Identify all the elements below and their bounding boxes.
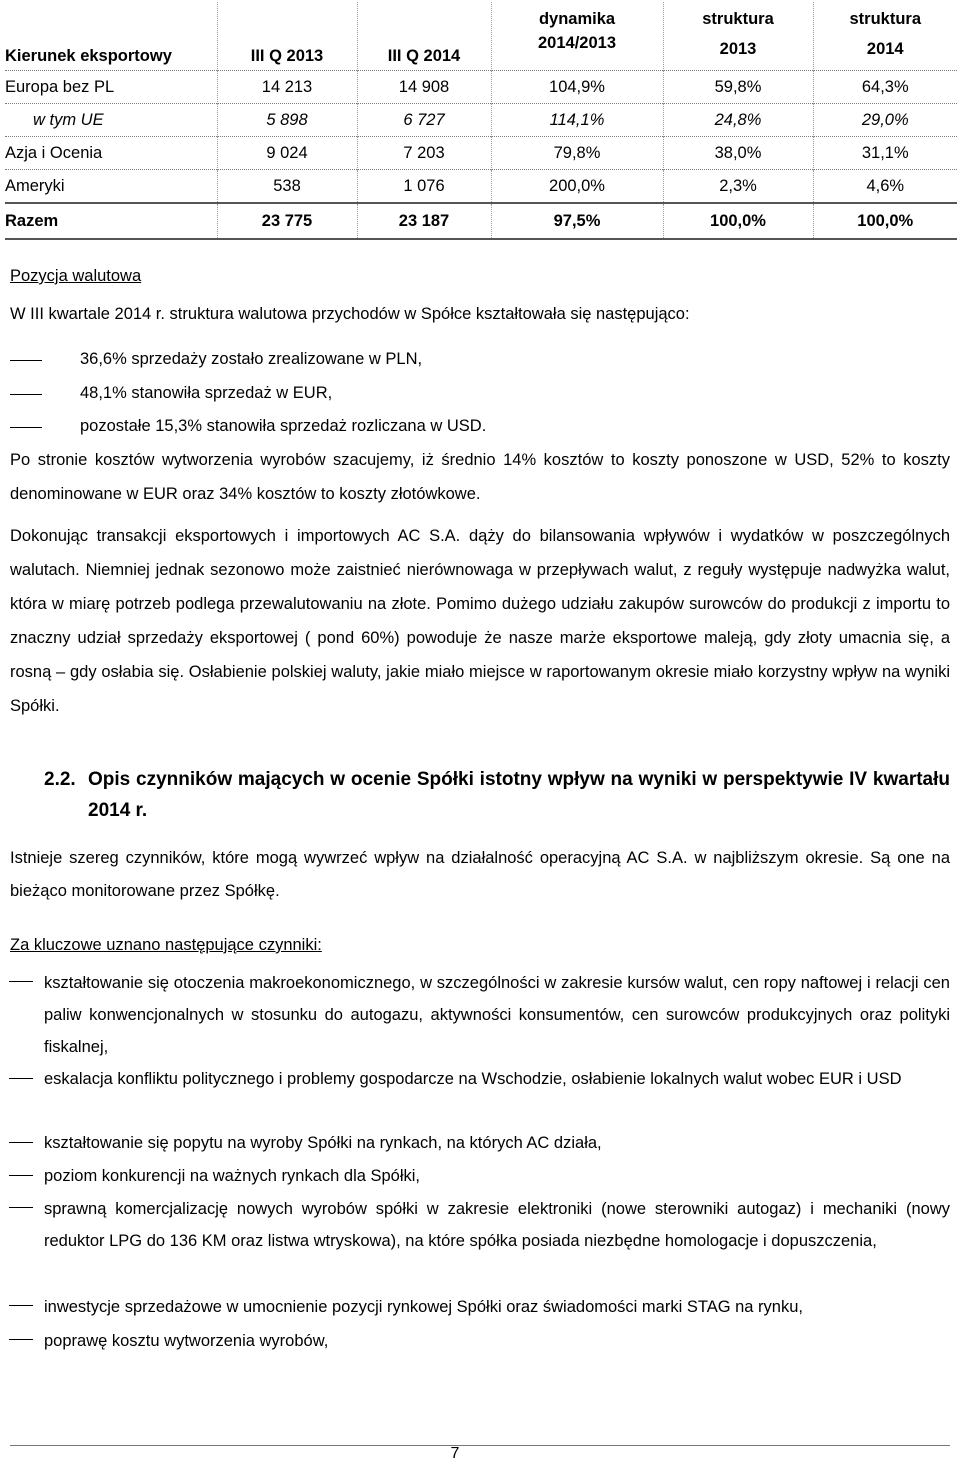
row-q2013: 5 898 xyxy=(217,104,357,137)
balance-paragraph: Dokonując transakcji eksportowych i importowych AC S.A. dąży do bilansowania wpływów i wydatków w poszczególnych walutach. Niemniej jednak sezonowo może zaistnieć nierównowaga w przepływach walut, z reguły występuje nadwyżka walut, która w miarę potrzeb podlega przewalutowaniu na złote. Pomimo dużego udziału zakupów surowców do produkcji z importu to znaczny udział sprzedaży eksportowej ( pond 60%) powoduje że nasze marże eksportowe maleją, gdy złoty umacnia się, a rosną – gdy osłabia się. Osłabienie polskiej waluty, jakie miało miejsce w raportowanym okresie miało korzystny wpływ na wyniki Spółki. xyxy=(10,527,950,715)
currency-item: pozostałe 15,3% stanowiła sprzedaż rozliczana w USD. xyxy=(80,417,487,435)
row-structure-2014: 4,6% xyxy=(813,170,957,204)
total-structure-2013: 100,0% xyxy=(663,203,813,239)
table-row xyxy=(5,71,957,104)
row-structure-2013: 24,8% xyxy=(663,104,813,137)
section-heading xyxy=(44,764,950,826)
currency-intro: W III kwartale 2014 r. struktura walutowa przychodów w Spółce kształtowała się następująco: xyxy=(10,305,690,323)
row-q2013: 9 024 xyxy=(217,137,357,170)
row-structure-2013: 38,0% xyxy=(663,137,813,170)
row-q2013: 14 213 xyxy=(217,71,357,104)
row-structure-2014: 29,0% xyxy=(813,104,957,137)
header-dynamics-line1: dynamika xyxy=(538,10,616,28)
dash-marker xyxy=(9,1305,33,1306)
dash-marker xyxy=(9,1339,33,1340)
key-factors-label xyxy=(10,930,950,961)
factor-item: poziom konkurencji na ważnych rynkach dla Spółki, xyxy=(44,1167,421,1185)
row-q2014: 6 727 xyxy=(357,104,491,137)
dash-marker xyxy=(10,427,42,428)
row-dynamics: 200,0% xyxy=(491,170,663,204)
row-q2013: 538 xyxy=(217,170,357,204)
row-structure-2014: 64,3% xyxy=(813,71,957,104)
header-structure-2014-line1: struktura xyxy=(849,10,922,28)
factor-item: sprawną komercjalizację nowych wyrobów spółki w zakresie elektroniki (nowe sterowniki autogaz) i mechaniki (nowy reduktor LPG do 136 KM oraz listwa wtryskowa), na które spółka posiada niezbędne homologacje i dopuszczenia, xyxy=(44,1200,950,1250)
page-number: 7 xyxy=(450,1445,460,1462)
dash-marker xyxy=(10,360,42,361)
dash-marker xyxy=(9,1207,33,1208)
currency-item: 36,6% sprzedaży zostało zrealizowane w PLN, xyxy=(80,350,423,368)
row-q2014: 14 908 xyxy=(357,71,491,104)
total-structure-2014: 100,0% xyxy=(813,203,957,239)
row-q2014: 1 076 xyxy=(357,170,491,204)
row-name: Azja i Ocenia xyxy=(5,137,217,170)
key-factors-label-text: Za kluczowe uznano następujące czynniki: xyxy=(10,936,322,954)
row-structure-2013: 2,3% xyxy=(663,170,813,204)
table-row xyxy=(5,104,957,137)
factor-item: kształtowanie się otoczenia makroekonomicznego, w szczególności w zakresie kursów walut, cen ropy naftowej i relacji cen paliw konwencjonalnych w stosunku do autogazu, aktywności konsumentów, cen surowców produkcyjnych oraz polityki fiskalnej, xyxy=(44,974,950,1056)
factor-item: kształtowanie się popytu na wyroby Spółki na rynkach, na których AC działa, xyxy=(44,1134,602,1152)
footer-rule xyxy=(10,1445,950,1446)
section-intro: Istnieje szereg czynników, które mogą wywrzeć wpływ na działalność operacyjną AC S.A. w najbliższym okresie. Są one na bieżąco monitorowane przez Spółkę. xyxy=(10,849,950,900)
table-row xyxy=(5,170,957,204)
dash-marker xyxy=(9,1175,33,1176)
header-q2013: III Q 2013 xyxy=(217,2,357,71)
table-total-row xyxy=(5,203,957,239)
header-dynamics-line2: 2014/2013 xyxy=(538,34,616,52)
row-dynamics: 104,9% xyxy=(491,71,663,104)
header-structure-2014-line2: 2014 xyxy=(866,40,904,58)
total-name: Razem xyxy=(5,203,217,239)
total-q2013: 23 775 xyxy=(217,203,357,239)
export-table xyxy=(5,2,957,240)
currency-position-title: Pozycja walutowa xyxy=(10,267,142,285)
total-dynamics: 97,5% xyxy=(491,203,663,239)
dash-marker xyxy=(9,1078,33,1079)
dash-marker xyxy=(9,981,33,982)
row-dynamics: 79,8% xyxy=(491,137,663,170)
row-structure-2013: 59,8% xyxy=(663,71,813,104)
header-structure-2013-line1: struktura xyxy=(702,10,774,28)
factor-item: poprawę kosztu wytworzenia wyrobów, xyxy=(44,1332,329,1350)
table-row xyxy=(5,137,957,170)
dash-marker xyxy=(9,1142,33,1143)
row-name: Ameryki xyxy=(5,170,217,204)
row-q2014: 7 203 xyxy=(357,137,491,170)
header-direction: Kierunek eksportowy xyxy=(5,47,172,65)
dash-marker xyxy=(10,394,42,395)
row-structure-2014: 31,1% xyxy=(813,137,957,170)
header-structure-2013-line2: 2013 xyxy=(719,40,757,58)
row-name: w tym UE xyxy=(5,104,217,137)
section-number: 2.2. xyxy=(44,769,76,790)
costs-paragraph: Po stronie kosztów wytworzenia wyrobów szacujemy, iż średnio 14% kosztów to koszty ponoszone w USD, 52% to koszty denominowane w EUR oraz 34% kosztów to koszty złotówkowe. xyxy=(10,451,950,503)
row-name: Europa bez PL xyxy=(5,71,217,104)
factor-item: inwestycje sprzedażowe w umocnienie pozycji rynkowej Spółki oraz świadomości marki STAG na rynku, xyxy=(44,1298,803,1316)
total-q2014: 23 187 xyxy=(357,203,491,239)
header-structure-2014 xyxy=(813,2,957,71)
currency-item: 48,1% stanowiła sprzedaż w EUR, xyxy=(80,384,333,402)
header-structure-2013 xyxy=(663,2,813,71)
header-q2014: III Q 2014 xyxy=(357,2,491,71)
section-title: Opis czynników mających w ocenie Spółki istotny wpływ na wyniki w perspektywie IV kwartału 2014 r. xyxy=(88,769,950,821)
table-header-row xyxy=(5,2,957,71)
factor-item: eskalacja konfliktu politycznego i problemy gospodarcze na Wschodzie, osłabienie lokalnych walut wobec EUR i USD xyxy=(44,1070,902,1088)
row-dynamics: 114,1% xyxy=(491,104,663,137)
header-dynamics xyxy=(491,2,663,71)
